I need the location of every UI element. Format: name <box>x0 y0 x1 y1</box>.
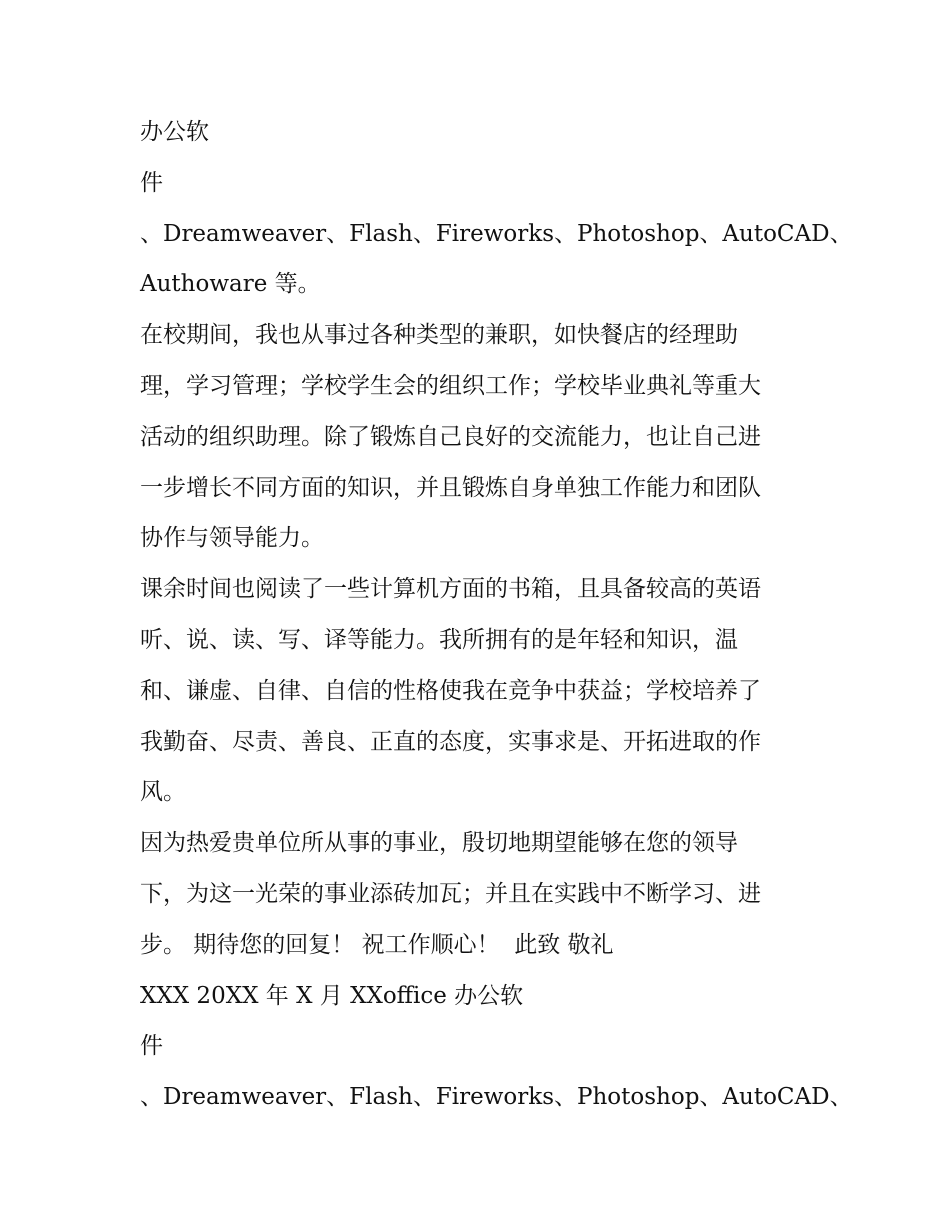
document-body <box>140 107 853 1123</box>
text-line: 活动的组织助理。除了锻炼自己良好的交流能力，也让自己进 <box>140 423 761 450</box>
text-line: 课余时间也阅读了一些计算机方面的书箱，且具备较高的英语 <box>140 576 761 603</box>
text-line: Authoware 等。 <box>140 271 321 298</box>
text-line: 风。 <box>140 779 186 806</box>
text-line: 步。 期待您的回复！ 祝工作顺心！ 此致 敬礼 <box>140 931 614 958</box>
text-line: 协作与领导能力。 <box>140 525 324 552</box>
text-line: 我勤奋、尽责、善良、正直的态度，实事求是、开拓进取的作 <box>140 728 761 755</box>
text-line: 件 <box>140 1033 163 1060</box>
text-line: 、Dreamweaver、Flash、Fireworks、Photoshop、AutoCAD、 <box>140 220 853 247</box>
text-line: 因为热爱贵单位所从事的事业，殷切地期望能够在您的领导 <box>140 830 738 857</box>
text-line: 、Dreamweaver、Flash、Fireworks、Photoshop、AutoCAD、 <box>140 1084 853 1111</box>
text-line: 在校期间，我也从事过各种类型的兼职，如快餐店的经理助 <box>140 322 738 349</box>
text-line: 办公软 <box>140 119 209 145</box>
text-line: XXX 20XX 年 X 月 XXoffice 办公软 <box>140 982 524 1009</box>
text-line: 件 <box>140 169 163 196</box>
text-line: 理，学习管理；学校学生会的组织工作；学校毕业典礼等重大 <box>140 372 761 399</box>
text-line: 下，为这一光荣的事业添砖加瓦；并且在实践中不断学习、进 <box>140 880 761 907</box>
text-line: 一步增长不同方面的知识，并且锻炼自身单独工作能力和团队 <box>140 474 761 501</box>
text-line: 听、说、读、写、译等能力。我所拥有的是年轻和知识，温 <box>140 626 738 653</box>
text-line: 和、谦虚、自律、自信的性格使我在竞争中获益；学校培养了 <box>140 677 761 704</box>
